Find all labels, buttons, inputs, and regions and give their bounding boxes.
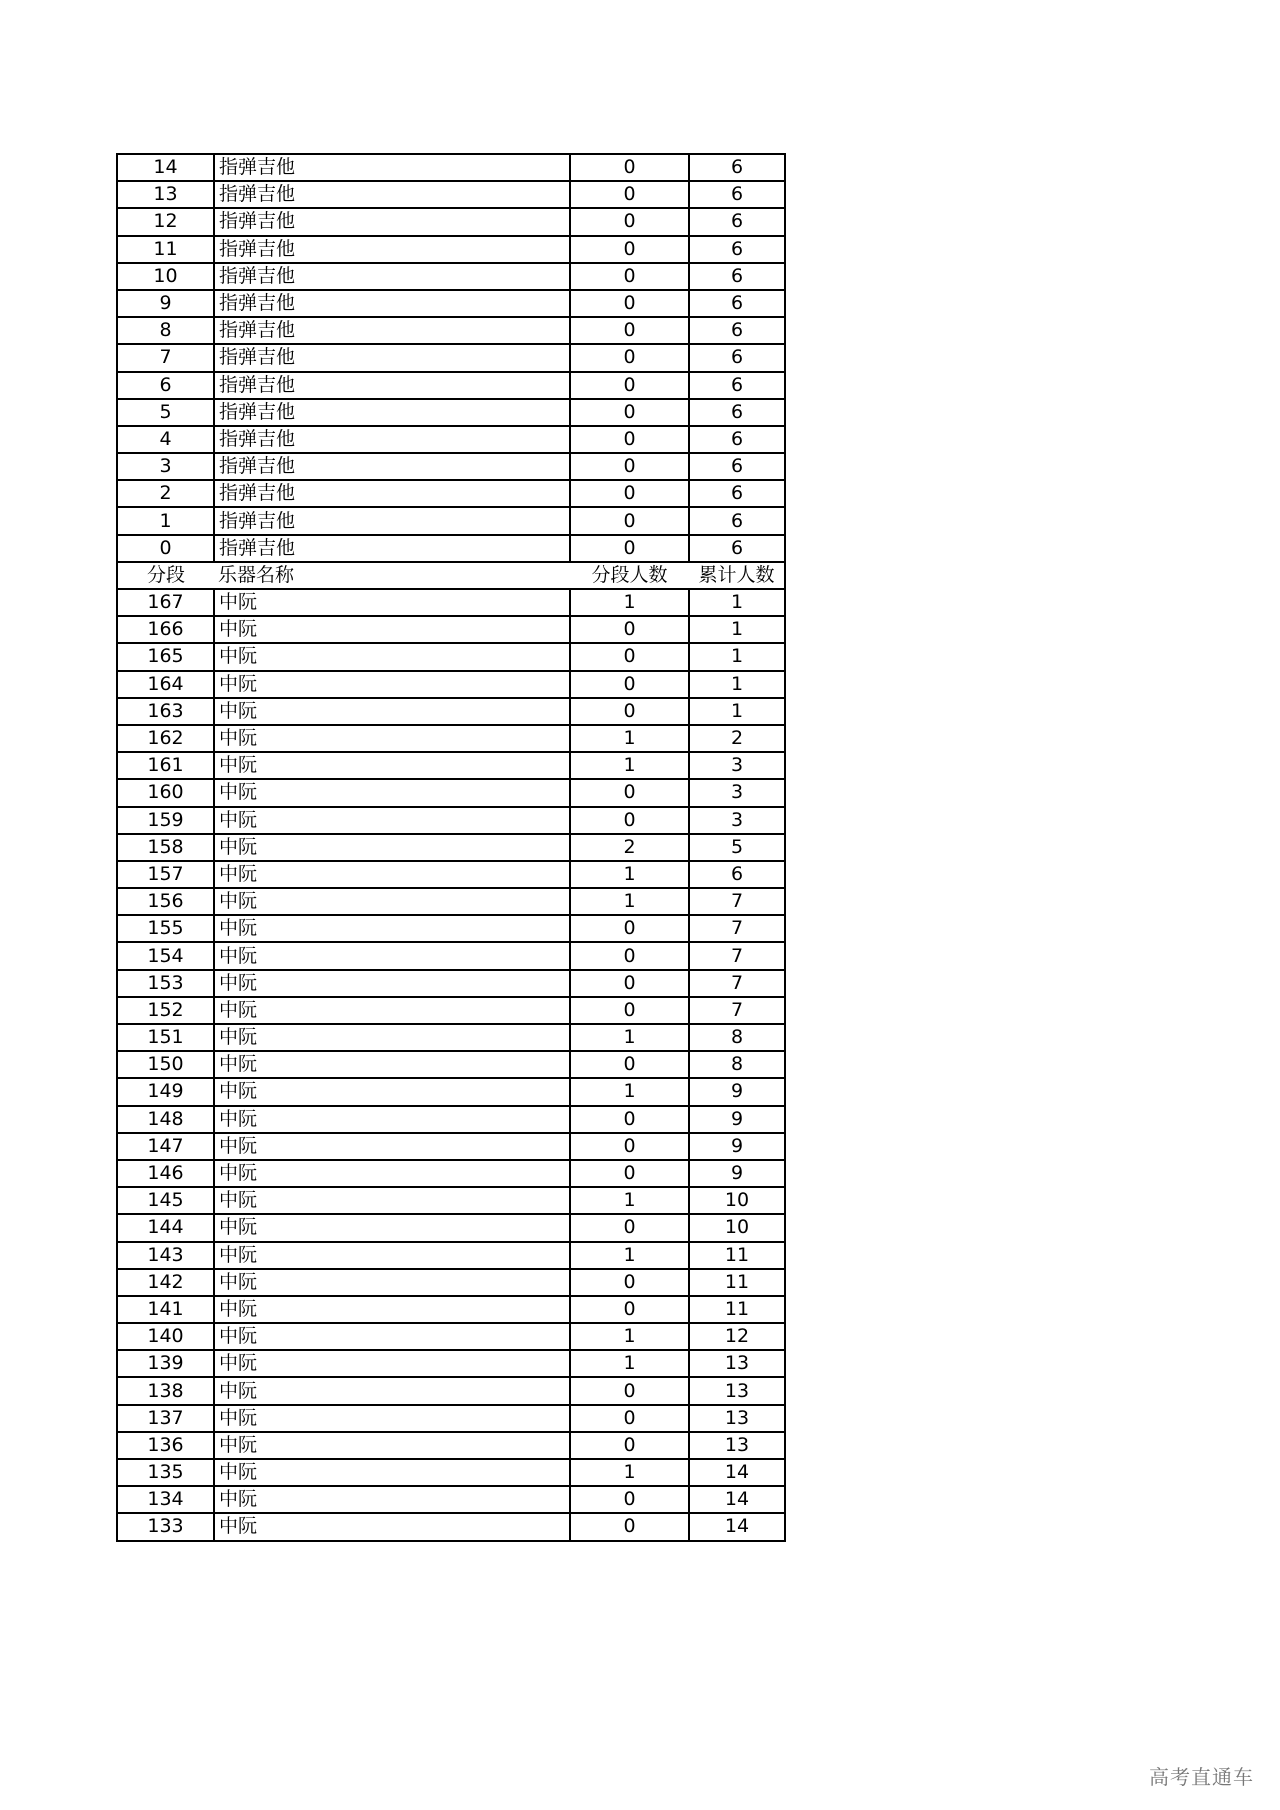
count-cell: 0 bbox=[570, 915, 689, 942]
cumulative-cell: 8 bbox=[689, 1051, 785, 1078]
cumulative-cell: 6 bbox=[689, 480, 785, 507]
table-row bbox=[117, 1133, 785, 1160]
table-row bbox=[117, 861, 785, 888]
table-row bbox=[117, 725, 785, 752]
score-cell: 161 bbox=[117, 752, 214, 779]
instrument-cell: 中阮 bbox=[214, 807, 570, 834]
instrument-cell: 指弹吉他 bbox=[214, 236, 570, 263]
count-cell: 1 bbox=[570, 1078, 689, 1105]
table-row bbox=[117, 616, 785, 643]
score-cell: 157 bbox=[117, 861, 214, 888]
score-cell: 148 bbox=[117, 1106, 214, 1133]
instrument-cell: 指弹吉他 bbox=[214, 181, 570, 208]
count-cell: 0 bbox=[570, 671, 689, 698]
table-row bbox=[117, 453, 785, 480]
table-row bbox=[117, 1486, 785, 1513]
score-cell: 3 bbox=[117, 453, 214, 480]
count-cell: 0 bbox=[570, 616, 689, 643]
cumulative-cell: 1 bbox=[689, 671, 785, 698]
score-cell: 163 bbox=[117, 698, 214, 725]
score-cell: 152 bbox=[117, 997, 214, 1024]
score-cell: 7 bbox=[117, 344, 214, 371]
cumulative-cell: 14 bbox=[689, 1513, 785, 1540]
table-row bbox=[117, 426, 785, 453]
count-cell: 1 bbox=[570, 1024, 689, 1051]
instrument-cell: 中阮 bbox=[214, 1187, 570, 1214]
cumulative-cell: 7 bbox=[689, 942, 785, 969]
count-cell: 0 bbox=[570, 1405, 689, 1432]
cumulative-cell: 13 bbox=[689, 1350, 785, 1377]
table-row bbox=[117, 208, 785, 235]
count-cell: 0 bbox=[570, 1513, 689, 1540]
cumulative-cell: 6 bbox=[689, 344, 785, 371]
table-row bbox=[117, 507, 785, 534]
cumulative-cell: 13 bbox=[689, 1432, 785, 1459]
cumulative-cell: 6 bbox=[689, 372, 785, 399]
table-row bbox=[117, 1051, 785, 1078]
cumulative-cell: 6 bbox=[689, 181, 785, 208]
score-cell: 13 bbox=[117, 181, 214, 208]
score-cell: 156 bbox=[117, 888, 214, 915]
score-cell: 1 bbox=[117, 507, 214, 534]
cumulative-cell: 6 bbox=[689, 399, 785, 426]
table-row bbox=[117, 752, 785, 779]
instrument-cell: 中阮 bbox=[214, 779, 570, 806]
score-cell: 164 bbox=[117, 671, 214, 698]
table-row bbox=[117, 698, 785, 725]
cumulative-cell: 6 bbox=[689, 236, 785, 263]
table-row bbox=[117, 236, 785, 263]
count-cell: 0 bbox=[570, 1106, 689, 1133]
cumulative-cell: 7 bbox=[689, 915, 785, 942]
count-cell: 0 bbox=[570, 942, 689, 969]
instrument-cell: 中阮 bbox=[214, 888, 570, 915]
cumulative-cell: 10 bbox=[689, 1187, 785, 1214]
cumulative-cell: 3 bbox=[689, 779, 785, 806]
instrument-cell: 中阮 bbox=[214, 834, 570, 861]
score-cell: 12 bbox=[117, 208, 214, 235]
score-cell: 155 bbox=[117, 915, 214, 942]
count-cell: 0 bbox=[570, 480, 689, 507]
table-row bbox=[117, 1160, 785, 1187]
count-cell: 0 bbox=[570, 426, 689, 453]
score-cell: 14 bbox=[117, 154, 214, 181]
table-row bbox=[117, 290, 785, 317]
score-cell: 2 bbox=[117, 480, 214, 507]
count-cell: 0 bbox=[570, 1377, 689, 1404]
score-cell: 135 bbox=[117, 1459, 214, 1486]
table-row bbox=[117, 1296, 785, 1323]
instrument-cell: 中阮 bbox=[214, 1296, 570, 1323]
cumulative-cell: 6 bbox=[689, 507, 785, 534]
count-cell: 0 bbox=[570, 643, 689, 670]
count-cell: 1 bbox=[570, 1459, 689, 1486]
score-cell: 159 bbox=[117, 807, 214, 834]
score-cell: 分段 bbox=[117, 562, 214, 589]
table-row bbox=[117, 1513, 785, 1540]
score-cell: 8 bbox=[117, 317, 214, 344]
instrument-cell: 中阮 bbox=[214, 1459, 570, 1486]
count-cell: 0 bbox=[570, 290, 689, 317]
score-cell: 136 bbox=[117, 1432, 214, 1459]
count-cell: 0 bbox=[570, 1160, 689, 1187]
cumulative-cell: 14 bbox=[689, 1459, 785, 1486]
instrument-cell: 中阮 bbox=[214, 915, 570, 942]
cumulative-cell: 6 bbox=[689, 317, 785, 344]
instrument-cell: 指弹吉他 bbox=[214, 317, 570, 344]
count-cell: 1 bbox=[570, 725, 689, 752]
count-cell: 0 bbox=[570, 263, 689, 290]
instrument-cell: 指弹吉他 bbox=[214, 344, 570, 371]
instrument-cell: 中阮 bbox=[214, 1432, 570, 1459]
score-cell: 134 bbox=[117, 1486, 214, 1513]
cumulative-cell: 9 bbox=[689, 1133, 785, 1160]
cumulative-cell: 1 bbox=[689, 643, 785, 670]
count-cell: 0 bbox=[570, 372, 689, 399]
score-cell: 162 bbox=[117, 725, 214, 752]
table-row bbox=[117, 1269, 785, 1296]
table-row bbox=[117, 671, 785, 698]
count-cell: 0 bbox=[570, 1133, 689, 1160]
count-cell: 2 bbox=[570, 834, 689, 861]
cumulative-cell: 13 bbox=[689, 1405, 785, 1432]
instrument-cell: 中阮 bbox=[214, 1051, 570, 1078]
table-row bbox=[117, 1242, 785, 1269]
count-cell: 1 bbox=[570, 1323, 689, 1350]
instrument-cell: 中阮 bbox=[214, 589, 570, 616]
cumulative-cell: 6 bbox=[689, 861, 785, 888]
instrument-cell: 中阮 bbox=[214, 752, 570, 779]
score-cell: 142 bbox=[117, 1269, 214, 1296]
cumulative-cell: 累计人数 bbox=[689, 562, 785, 589]
count-cell: 0 bbox=[570, 1296, 689, 1323]
count-cell: 0 bbox=[570, 535, 689, 562]
score-cell: 0 bbox=[117, 535, 214, 562]
count-cell: 0 bbox=[570, 453, 689, 480]
instrument-cell: 指弹吉他 bbox=[214, 372, 570, 399]
table-row bbox=[117, 344, 785, 371]
instrument-cell: 中阮 bbox=[214, 1133, 570, 1160]
score-cell: 166 bbox=[117, 616, 214, 643]
instrument-cell: 中阮 bbox=[214, 942, 570, 969]
table-row bbox=[117, 643, 785, 670]
cumulative-cell: 5 bbox=[689, 834, 785, 861]
instrument-cell: 指弹吉他 bbox=[214, 290, 570, 317]
score-cell: 143 bbox=[117, 1242, 214, 1269]
table-row bbox=[117, 181, 785, 208]
count-cell: 1 bbox=[570, 1350, 689, 1377]
score-cell: 160 bbox=[117, 779, 214, 806]
table-row bbox=[117, 1459, 785, 1486]
count-cell: 1 bbox=[570, 589, 689, 616]
table-row bbox=[117, 834, 785, 861]
count-cell: 0 bbox=[570, 399, 689, 426]
table-row bbox=[117, 942, 785, 969]
cumulative-cell: 13 bbox=[689, 1377, 785, 1404]
table-row bbox=[117, 154, 785, 181]
instrument-cell: 中阮 bbox=[214, 1024, 570, 1051]
cumulative-cell: 6 bbox=[689, 453, 785, 480]
cumulative-cell: 8 bbox=[689, 1024, 785, 1051]
instrument-cell: 指弹吉他 bbox=[214, 208, 570, 235]
cumulative-cell: 6 bbox=[689, 426, 785, 453]
instrument-cell: 中阮 bbox=[214, 1405, 570, 1432]
instrument-cell: 指弹吉他 bbox=[214, 399, 570, 426]
cumulative-cell: 11 bbox=[689, 1242, 785, 1269]
count-cell: 0 bbox=[570, 1214, 689, 1241]
cumulative-cell: 6 bbox=[689, 290, 785, 317]
table-row bbox=[117, 1350, 785, 1377]
instrument-cell: 中阮 bbox=[214, 698, 570, 725]
instrument-cell: 中阮 bbox=[214, 671, 570, 698]
table-row bbox=[117, 1024, 785, 1051]
score-cell: 154 bbox=[117, 942, 214, 969]
score-cell: 133 bbox=[117, 1513, 214, 1540]
instrument-cell: 中阮 bbox=[214, 1078, 570, 1105]
instrument-cell: 中阮 bbox=[214, 970, 570, 997]
score-cell: 10 bbox=[117, 263, 214, 290]
cumulative-cell: 6 bbox=[689, 263, 785, 290]
count-cell: 0 bbox=[570, 779, 689, 806]
instrument-cell: 中阮 bbox=[214, 1242, 570, 1269]
cumulative-cell: 9 bbox=[689, 1160, 785, 1187]
instrument-cell: 中阮 bbox=[214, 1486, 570, 1513]
score-cell: 146 bbox=[117, 1160, 214, 1187]
score-cell: 139 bbox=[117, 1350, 214, 1377]
count-cell: 0 bbox=[570, 1486, 689, 1513]
instrument-cell: 中阮 bbox=[214, 1214, 570, 1241]
instrument-cell: 指弹吉他 bbox=[214, 426, 570, 453]
table-row bbox=[117, 535, 785, 562]
table-row bbox=[117, 399, 785, 426]
count-cell: 0 bbox=[570, 181, 689, 208]
score-cell: 149 bbox=[117, 1078, 214, 1105]
score-cell: 138 bbox=[117, 1377, 214, 1404]
instrument-cell: 中阮 bbox=[214, 1323, 570, 1350]
table-row bbox=[117, 372, 785, 399]
cumulative-cell: 1 bbox=[689, 589, 785, 616]
instrument-cell: 中阮 bbox=[214, 1377, 570, 1404]
score-distribution-table bbox=[116, 153, 786, 1542]
count-cell: 1 bbox=[570, 1187, 689, 1214]
cumulative-cell: 6 bbox=[689, 535, 785, 562]
count-cell: 0 bbox=[570, 1432, 689, 1459]
table-row bbox=[117, 1187, 785, 1214]
cumulative-cell: 1 bbox=[689, 698, 785, 725]
cumulative-cell: 9 bbox=[689, 1078, 785, 1105]
table-row bbox=[117, 915, 785, 942]
count-cell: 0 bbox=[570, 970, 689, 997]
table-row bbox=[117, 589, 785, 616]
table-row bbox=[117, 263, 785, 290]
instrument-cell: 中阮 bbox=[214, 1269, 570, 1296]
table-row bbox=[117, 997, 785, 1024]
score-cell: 147 bbox=[117, 1133, 214, 1160]
cumulative-cell: 7 bbox=[689, 888, 785, 915]
instrument-cell: 中阮 bbox=[214, 616, 570, 643]
count-cell: 1 bbox=[570, 888, 689, 915]
table-row bbox=[117, 480, 785, 507]
cumulative-cell: 3 bbox=[689, 807, 785, 834]
score-cell: 151 bbox=[117, 1024, 214, 1051]
table-row bbox=[117, 970, 785, 997]
table-row bbox=[117, 807, 785, 834]
instrument-cell: 中阮 bbox=[214, 1513, 570, 1540]
cumulative-cell: 9 bbox=[689, 1106, 785, 1133]
cumulative-cell: 11 bbox=[689, 1296, 785, 1323]
count-cell: 0 bbox=[570, 344, 689, 371]
score-cell: 141 bbox=[117, 1296, 214, 1323]
cumulative-cell: 1 bbox=[689, 616, 785, 643]
instrument-cell: 中阮 bbox=[214, 1350, 570, 1377]
count-cell: 0 bbox=[570, 208, 689, 235]
table-row bbox=[117, 1106, 785, 1133]
table-body bbox=[117, 154, 785, 1541]
score-cell: 4 bbox=[117, 426, 214, 453]
cumulative-cell: 6 bbox=[689, 208, 785, 235]
cumulative-cell: 6 bbox=[689, 154, 785, 181]
table-row bbox=[117, 1432, 785, 1459]
count-cell: 0 bbox=[570, 236, 689, 263]
count-cell: 0 bbox=[570, 154, 689, 181]
score-cell: 137 bbox=[117, 1405, 214, 1432]
count-cell: 1 bbox=[570, 1242, 689, 1269]
instrument-cell: 指弹吉他 bbox=[214, 480, 570, 507]
score-cell: 140 bbox=[117, 1323, 214, 1350]
cumulative-cell: 2 bbox=[689, 725, 785, 752]
count-cell: 1 bbox=[570, 752, 689, 779]
score-cell: 11 bbox=[117, 236, 214, 263]
table-row bbox=[117, 1214, 785, 1241]
table-row bbox=[117, 888, 785, 915]
instrument-cell: 中阮 bbox=[214, 1106, 570, 1133]
instrument-cell: 中阮 bbox=[214, 997, 570, 1024]
instrument-cell: 指弹吉他 bbox=[214, 263, 570, 290]
table-row bbox=[117, 1377, 785, 1404]
score-cell: 167 bbox=[117, 589, 214, 616]
instrument-cell: 指弹吉他 bbox=[214, 453, 570, 480]
score-cell: 5 bbox=[117, 399, 214, 426]
cumulative-cell: 7 bbox=[689, 970, 785, 997]
instrument-cell: 指弹吉他 bbox=[214, 535, 570, 562]
table-row bbox=[117, 779, 785, 806]
count-cell: 0 bbox=[570, 507, 689, 534]
table-header-row bbox=[117, 562, 785, 589]
instrument-cell: 中阮 bbox=[214, 861, 570, 888]
table-row bbox=[117, 1405, 785, 1432]
cumulative-cell: 12 bbox=[689, 1323, 785, 1350]
score-cell: 153 bbox=[117, 970, 214, 997]
count-cell: 0 bbox=[570, 997, 689, 1024]
watermark-text: 高考直通车 bbox=[1149, 1765, 1254, 1789]
count-cell: 0 bbox=[570, 807, 689, 834]
score-cell: 150 bbox=[117, 1051, 214, 1078]
instrument-cell: 中阮 bbox=[214, 1160, 570, 1187]
cumulative-cell: 7 bbox=[689, 997, 785, 1024]
cumulative-cell: 14 bbox=[689, 1486, 785, 1513]
score-cell: 145 bbox=[117, 1187, 214, 1214]
table-row bbox=[117, 317, 785, 344]
count-cell: 0 bbox=[570, 1051, 689, 1078]
cumulative-cell: 11 bbox=[689, 1269, 785, 1296]
table-row bbox=[117, 1323, 785, 1350]
instrument-cell: 指弹吉他 bbox=[214, 507, 570, 534]
score-cell: 158 bbox=[117, 834, 214, 861]
count-cell: 0 bbox=[570, 1269, 689, 1296]
instrument-cell: 指弹吉他 bbox=[214, 154, 570, 181]
cumulative-cell: 3 bbox=[689, 752, 785, 779]
cumulative-cell: 10 bbox=[689, 1214, 785, 1241]
score-cell: 165 bbox=[117, 643, 214, 670]
score-cell: 9 bbox=[117, 290, 214, 317]
instrument-cell: 乐器名称 bbox=[218, 563, 295, 586]
score-cell: 6 bbox=[117, 372, 214, 399]
count-cell: 1 bbox=[570, 861, 689, 888]
score-cell: 144 bbox=[117, 1214, 214, 1241]
count-cell: 0 bbox=[570, 698, 689, 725]
count-cell: 0 bbox=[570, 317, 689, 344]
instrument-cell: 中阮 bbox=[214, 725, 570, 752]
table-row bbox=[117, 1078, 785, 1105]
count-cell: 分段人数 bbox=[591, 563, 668, 586]
instrument-cell: 中阮 bbox=[214, 643, 570, 670]
